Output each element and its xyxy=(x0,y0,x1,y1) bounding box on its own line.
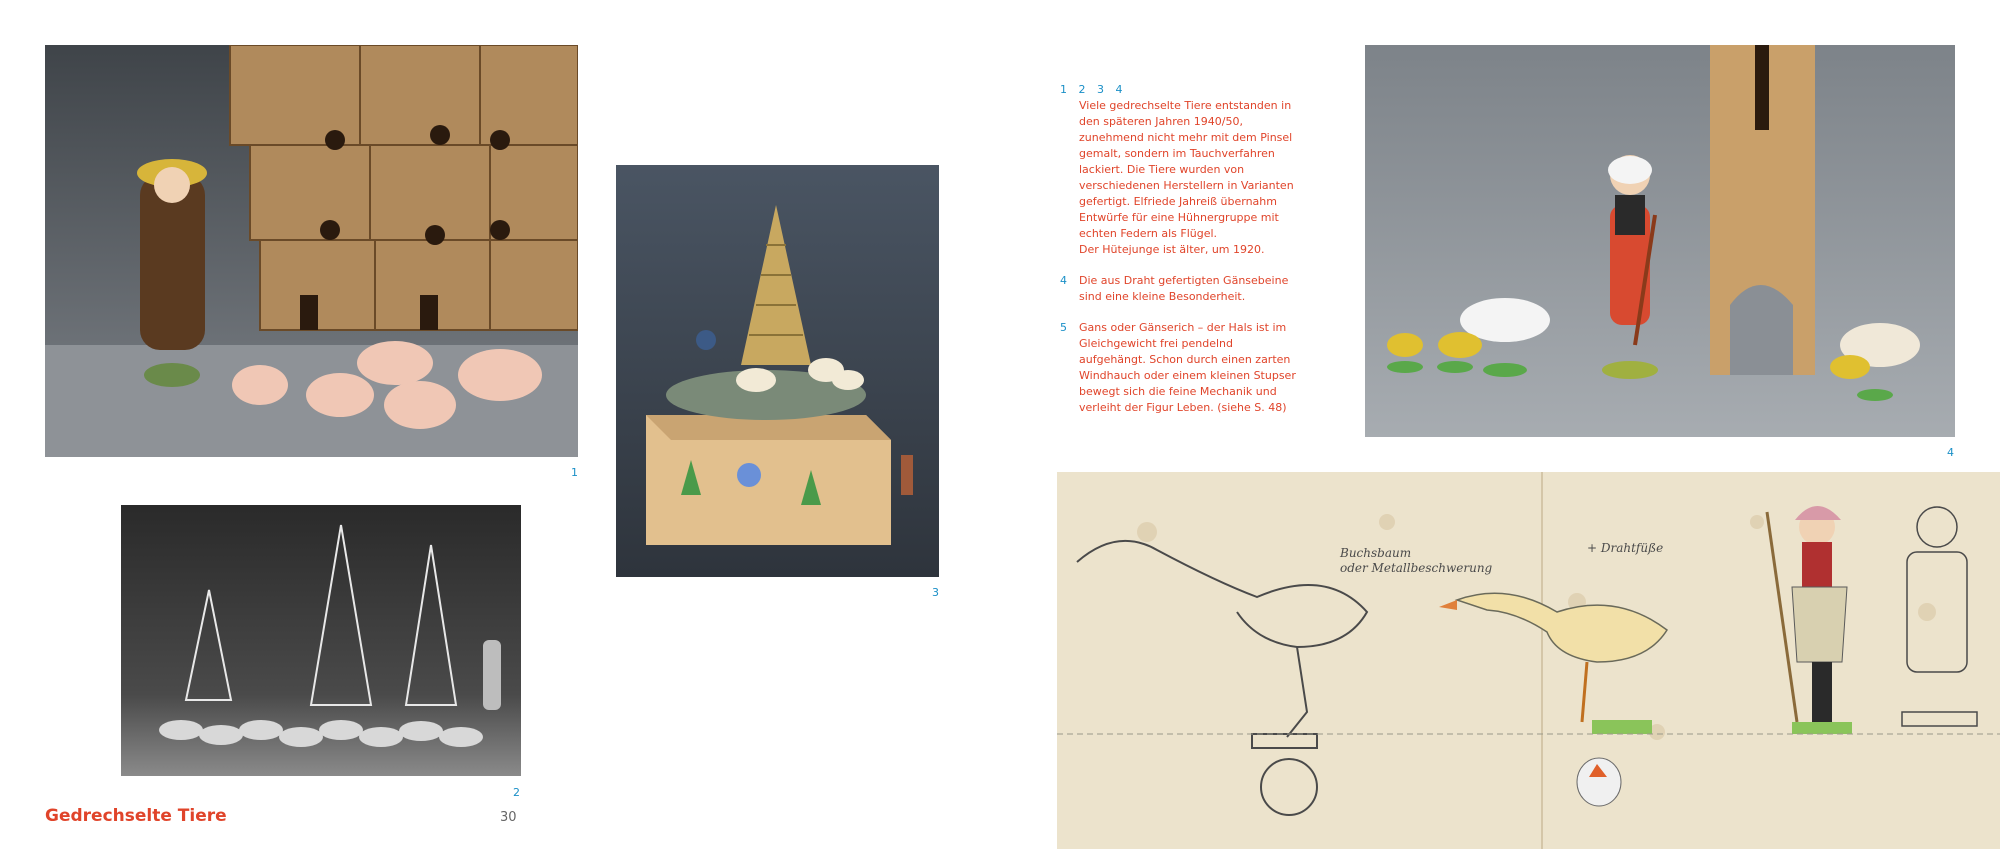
caption-paragraph-3-number: 5 xyxy=(1060,321,1067,334)
caption-paragraph-1 xyxy=(1060,98,1300,258)
page-number: 30 xyxy=(500,810,517,825)
caption-paragraph-3 xyxy=(1060,320,1300,416)
svg-text:oder Metallbeschwerung: oder Metallbeschwerung xyxy=(1340,561,1493,575)
figure-number-2: 2 xyxy=(513,786,520,799)
figure-number-4: 4 xyxy=(1947,446,1954,459)
caption-paragraph-1-text: Viele gedrechselte Tiere entstanden in den späteren Jahren 1940/50, zunehmend nicht mehr mit dem Pinsel gemalt, sondern im Tauchverfahren lackiert. Die Tiere wurden von verschiedenen Herstellern in Varianten gefertigt. Elfriede Jahreiß übernahm Entwürfe für eine Hühnergruppe mit echten Federn als Flügel. xyxy=(1079,99,1294,240)
svg-text:+ Drahtfüße: + Drahtfüße xyxy=(1587,541,1664,555)
svg-text:Buchsbaum: Buchsbaum xyxy=(1340,546,1412,560)
caption-paragraph-2 xyxy=(1060,273,1300,305)
caption-paragraph-2-number: 4 xyxy=(1060,274,1067,287)
caption-paragraph-1-last: Der Hütejunge ist älter, um 1920. xyxy=(1079,243,1265,256)
caption-figure-numbers: 1 2 3 4 xyxy=(1060,83,1123,96)
section-title: Gedrechselte Tiere xyxy=(45,806,227,826)
right-page xyxy=(1000,0,2000,849)
photo-shepherd-pigs xyxy=(45,45,578,457)
caption-paragraph-3-text: Gans oder Gänserich – der Hals ist im Gleichgewicht frei pendelnd aufgehängt. Schon durch einen zarten Windhauch oder einem kleinen Stupser bewegt sich die feine Mechanik und verleiht der Figur Leben. (siehe S. 48) xyxy=(1079,321,1296,414)
photo-music-box xyxy=(616,165,939,577)
photo-girl-geese xyxy=(1365,45,1955,437)
caption-block xyxy=(1060,82,1300,431)
photo-bw-trees-geese xyxy=(121,505,521,776)
caption-paragraph-2-text: Die aus Draht gefertigten Gänsebeine sind eine kleine Besonderheit. xyxy=(1079,274,1289,303)
figure-number-3: 3 xyxy=(932,586,939,599)
sketch-drawing xyxy=(1057,472,2000,849)
figure-number-1: 1 xyxy=(571,466,578,479)
